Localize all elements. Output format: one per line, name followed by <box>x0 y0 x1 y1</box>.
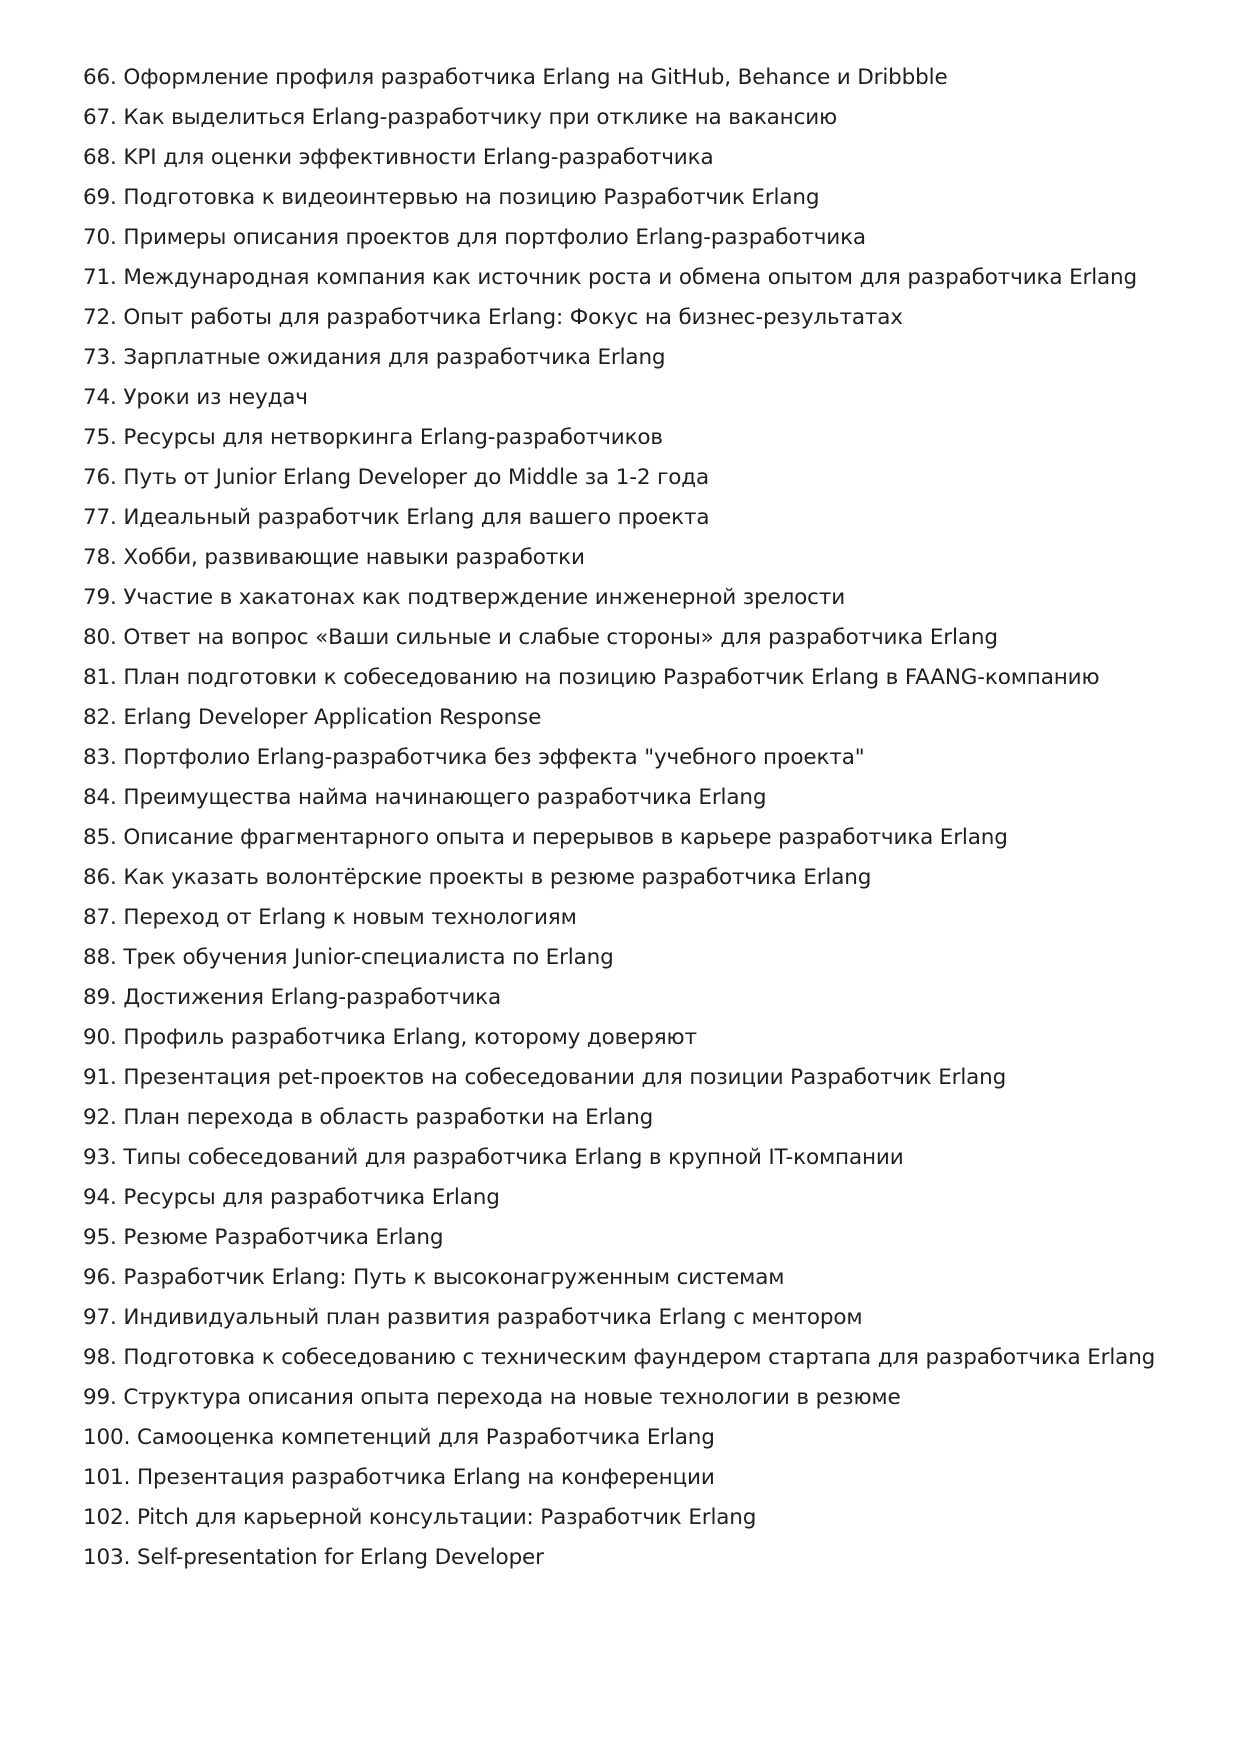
list-item: 89. Достижения Erlang-разработчика <box>83 985 502 1010</box>
list-item: 101. Презентация разработчика Erlang на конференции <box>83 1465 715 1490</box>
list-item: 73. Зарплатные ожидания для разработчика Erlang <box>83 345 666 370</box>
list-item: 100. Самооценка компетенций для Разработчика Erlang <box>83 1425 715 1450</box>
list-item: 66. Оформление профиля разработчика Erlang на GitHub, Behance и Dribbble <box>83 65 948 90</box>
list-item: 94. Ресурсы для разработчика Erlang <box>83 1185 500 1210</box>
list-item: 95. Резюме Разработчика Erlang <box>83 1225 444 1250</box>
list-item: 70. Примеры описания проектов для портфолио Erlang-разработчика <box>83 225 866 250</box>
list-item: 102. Pitch для карьерной консультации: Разработчик Erlang <box>83 1505 757 1530</box>
list-item: 96. Разработчик Erlang: Путь к высоконагруженным системам <box>83 1265 785 1290</box>
list-item: 90. Профиль разработчика Erlang, которому доверяют <box>83 1025 697 1050</box>
list-item: 78. Хобби, развивающие навыки разработки <box>83 545 585 570</box>
list-item: 85. Описание фрагментарного опыта и перерывов в карьере разработчика Erlang <box>83 825 1008 850</box>
list-item: 67. Как выделиться Erlang-разработчику при отклике на вакансию <box>83 105 838 130</box>
list-item: 88. Трек обучения Junior-специалиста по Erlang <box>83 945 614 970</box>
list-item: 93. Типы собеседований для разработчика Erlang в крупной IT-компании <box>83 1145 904 1170</box>
list-item: 74. Уроки из неудач <box>83 385 308 410</box>
list-item: 81. План подготовки к собеседованию на позицию Разработчик Erlang в FAANG-компанию <box>83 665 1100 690</box>
list-item: 68. KPI для оценки эффективности Erlang-разработчика <box>83 145 714 170</box>
list-item: 77. Идеальный разработчик Erlang для вашего проекта <box>83 505 710 530</box>
list-item: 82. Erlang Developer Application Response <box>83 705 542 730</box>
list-item: 76. Путь от Junior Erlang Developer до Middle за 1-2 года <box>83 465 709 490</box>
list-item: 71. Международная компания как источник роста и обмена опытом для разработчика Erlang <box>83 265 1138 290</box>
list-item: 86. Как указать волонтёрские проекты в резюме разработчика Erlang <box>83 865 872 890</box>
list-item: 83. Портфолио Erlang-разработчика без эффекта "учебного проекта" <box>83 745 865 770</box>
topic-list <box>83 58 1163 1578</box>
list-item: 80. Ответ на вопрос «Ваши сильные и слабые стороны» для разработчика Erlang <box>83 625 998 650</box>
list-item: 97. Индивидуальный план развития разработчика Erlang с ментором <box>83 1305 863 1330</box>
list-item: 79. Участие в хакатонах как подтверждение инженерной зрелости <box>83 585 846 610</box>
list-item: 98. Подготовка к собеседованию с техническим фаундером стартапа для разработчика Erlang <box>83 1345 1156 1370</box>
list-item: 91. Презентация pet-проектов на собеседовании для позиции Разработчик Erlang <box>83 1065 1007 1090</box>
list-item: 72. Опыт работы для разработчика Erlang: Фокус на бизнес-результатах <box>83 305 903 330</box>
list-item: 92. План перехода в область разработки на Erlang <box>83 1105 654 1130</box>
list-item: 99. Структура описания опыта перехода на новые технологии в резюме <box>83 1385 901 1410</box>
list-item: 103. Self-presentation for Erlang Developer <box>83 1545 544 1570</box>
list-item: 87. Переход от Erlang к новым технологиям <box>83 905 577 930</box>
list-item: 69. Подготовка к видеоинтервью на позицию Разработчик Erlang <box>83 185 820 210</box>
list-item: 75. Ресурсы для нетворкинга Erlang-разработчиков <box>83 425 663 450</box>
list-item: 84. Преимущества найма начинающего разработчика Erlang <box>83 785 767 810</box>
